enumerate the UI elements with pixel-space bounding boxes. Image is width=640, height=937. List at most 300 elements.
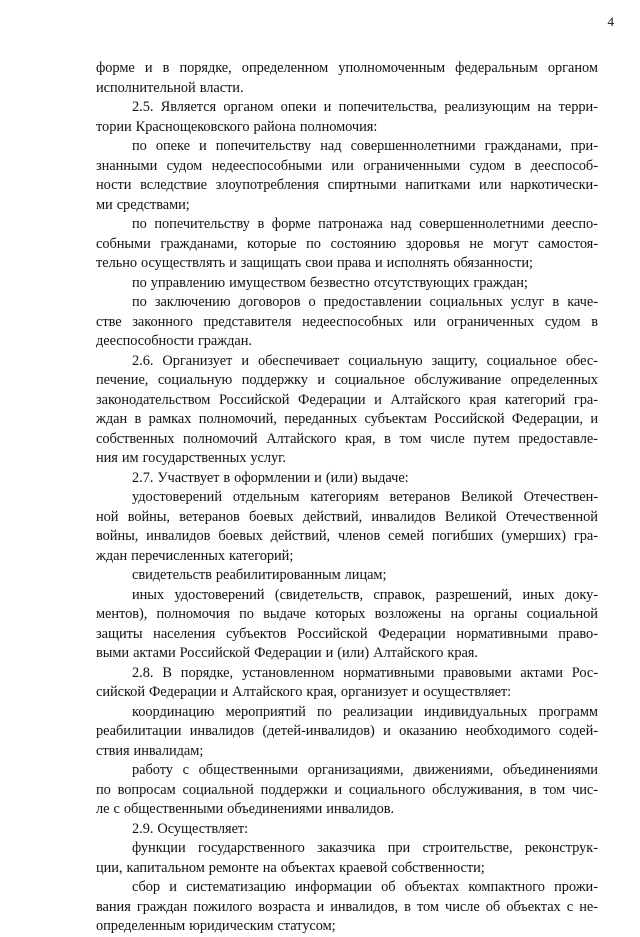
word: Федерации: [298, 391, 366, 408]
word: членов: [338, 528, 381, 544]
word: знанными: [96, 157, 158, 174]
word: категорий;: [228, 547, 294, 564]
word: могут: [492, 235, 529, 252]
word: субъектам: [364, 411, 427, 427]
word: реализации: [342, 703, 413, 720]
word: и: [316, 898, 325, 915]
word: государственного: [197, 840, 305, 856]
word: самостоя-: [538, 235, 598, 252]
word: числе: [445, 898, 480, 915]
text-line: [96, 800, 598, 820]
word: (или): [325, 469, 358, 486]
text-line: [96, 664, 598, 684]
word: социального: [348, 781, 426, 798]
word: вопросам: [117, 781, 176, 798]
word: ми: [96, 196, 113, 213]
word: не-: [579, 898, 598, 915]
word: (умерших): [501, 528, 566, 544]
word: защиты: [96, 625, 143, 642]
word: (или): [337, 645, 370, 661]
word: 2.6.: [132, 352, 154, 369]
word: полномочия:: [299, 118, 378, 135]
word: объектах: [404, 879, 460, 895]
text-line: [96, 254, 598, 274]
word: оказанию: [399, 723, 458, 739]
word: Алтайского: [373, 645, 444, 661]
word: которые: [247, 235, 297, 252]
word: социальную: [157, 372, 233, 388]
word: актами: [520, 664, 563, 681]
word: в: [384, 430, 391, 447]
text-line: [96, 488, 598, 508]
text-line: [96, 586, 598, 606]
word: с: [113, 801, 120, 817]
word: право-: [558, 625, 598, 642]
text-line: [96, 274, 598, 294]
word: Великой: [461, 489, 513, 505]
word: и: [169, 879, 177, 895]
word: удостоверений: [174, 586, 265, 603]
word: и: [334, 781, 343, 798]
word: недееспособными: [211, 157, 322, 174]
word: вания: [96, 898, 131, 915]
text-line: [96, 898, 598, 918]
word: организует: [340, 684, 408, 700]
word: Российской: [218, 391, 290, 408]
word: края.: [447, 645, 478, 661]
word: над: [320, 138, 342, 154]
word: предоставлении: [323, 294, 422, 310]
word: Российской: [434, 411, 505, 427]
word: полномочий,: [198, 411, 277, 427]
word: ждан: [96, 411, 128, 427]
word: разрешений,: [435, 586, 513, 603]
word: опеке: [155, 138, 190, 154]
word: социальное: [486, 352, 557, 369]
word: прожи-: [554, 879, 598, 895]
word: тельно: [96, 255, 138, 271]
word: инвалидов: [189, 723, 255, 739]
word: терри-: [558, 99, 598, 115]
word: Алтайского: [232, 684, 303, 700]
text-line: [96, 332, 598, 352]
word: удостоверений: [132, 489, 222, 505]
word: объектах: [280, 859, 336, 876]
word: поддержку: [241, 372, 308, 388]
word: обес-: [565, 352, 598, 369]
text-line: [96, 703, 598, 723]
word: населения: [153, 625, 216, 642]
word: капитальном: [126, 859, 205, 876]
word: попечительству: [215, 138, 312, 154]
word: граждан;: [473, 274, 528, 291]
text-line: [96, 508, 598, 528]
word: при: [387, 840, 411, 856]
word: Федерации: [254, 645, 322, 661]
word: органом: [223, 99, 274, 115]
word: спиртными: [327, 177, 397, 193]
text-line: [96, 391, 598, 411]
word: реконструк-: [524, 840, 598, 856]
word: форме: [271, 216, 311, 232]
word: гра-: [573, 528, 598, 544]
word: на: [537, 99, 552, 115]
word: Российской: [297, 625, 368, 642]
word: по: [317, 703, 332, 720]
word: Алтайского: [266, 430, 337, 447]
word: Российской: [179, 645, 251, 661]
word: гра-: [573, 391, 598, 408]
text-line: [96, 98, 598, 118]
word: законного: [132, 313, 193, 330]
word: Организует: [162, 352, 233, 369]
word: реабилитации: [96, 723, 182, 739]
word: социальной: [182, 781, 254, 798]
word: иных: [522, 586, 555, 603]
word: войны,: [96, 528, 139, 544]
page-number: 4: [607, 14, 614, 29]
word: над: [390, 216, 412, 232]
word: лицам;: [344, 567, 387, 583]
word: об: [485, 898, 501, 915]
text-line: [96, 625, 598, 645]
word: субъектов: [226, 625, 287, 642]
word: федеральным: [455, 60, 538, 76]
word: граждан.: [197, 333, 252, 349]
word: дееспособности: [96, 333, 194, 349]
word: статусом;: [277, 918, 336, 934]
word: систематизацию: [186, 879, 286, 895]
word: края,: [345, 430, 376, 447]
word: информации: [295, 879, 372, 895]
word: края: [469, 391, 497, 408]
word: справок,: [373, 586, 426, 603]
word: печение,: [96, 372, 149, 388]
word: Отечествен-: [523, 489, 598, 505]
word: действий,: [270, 528, 331, 544]
word: исполнительной: [96, 79, 196, 96]
word: в: [514, 157, 522, 174]
word: порядке,: [180, 664, 234, 681]
word: осуществляет:: [423, 684, 512, 700]
word: свои: [305, 255, 333, 271]
word: вследствие: [140, 177, 207, 193]
word: управлению: [150, 274, 226, 291]
word: органы: [473, 606, 518, 622]
text-line: [96, 137, 598, 157]
word: уполномоченным: [338, 60, 446, 76]
word: сбор: [132, 879, 161, 895]
word: полномочия: [156, 606, 230, 622]
word: организациями,: [307, 762, 404, 778]
text-line: [96, 469, 598, 489]
word: объединениями: [502, 762, 598, 778]
word: сийской: [96, 684, 145, 700]
word: семей: [388, 528, 424, 544]
word: выдаче: [263, 606, 307, 622]
word: заказчика: [317, 840, 376, 856]
text-line: [96, 59, 598, 79]
word: определенном: [241, 60, 329, 76]
text-line: [96, 527, 598, 547]
word: или: [413, 313, 437, 330]
word: защищать: [240, 255, 302, 271]
word: краевой: [339, 859, 388, 876]
text-line: [96, 781, 598, 801]
word: граждан: [136, 898, 188, 915]
word: на: [262, 859, 277, 876]
word: социальной: [526, 606, 598, 622]
text-line: [96, 293, 598, 313]
word: в: [162, 60, 170, 76]
word: ментов),: [96, 606, 148, 622]
word: объектах: [506, 898, 561, 915]
word: и: [590, 411, 598, 427]
word: в: [134, 411, 142, 427]
word: и: [317, 372, 326, 388]
word: актами: [133, 645, 176, 661]
text-line: [96, 839, 598, 859]
word: правовыми: [443, 664, 512, 681]
word: (детей-инвалидов): [262, 723, 375, 739]
word: поддержки: [260, 781, 328, 798]
text-line: [96, 313, 598, 333]
word: и: [314, 469, 322, 486]
word: определенных: [510, 372, 598, 388]
word: услуг.: [250, 450, 286, 466]
word: района: [253, 118, 296, 135]
word: реабилитированным: [215, 567, 341, 583]
word: и: [325, 645, 334, 661]
word: совершеннолетними: [350, 138, 476, 154]
text-line: [96, 235, 598, 255]
word: им: [121, 450, 139, 466]
word: об: [381, 879, 396, 895]
word: органом: [547, 60, 598, 76]
text-line: [96, 605, 598, 625]
word: форме: [96, 60, 135, 76]
text-line: [96, 430, 598, 450]
text-line: [96, 157, 598, 177]
word: и: [198, 138, 207, 154]
word: с: [566, 898, 574, 915]
word: путем: [473, 430, 510, 447]
word: попечительству: [154, 216, 250, 232]
text-line: [96, 176, 598, 196]
word: рамках: [148, 411, 192, 427]
word: отсутствующих: [373, 274, 470, 291]
word: возложены: [374, 606, 442, 622]
text-line: [96, 410, 598, 430]
word: свидетельств: [132, 567, 212, 583]
word: том: [399, 430, 422, 447]
text-line: [96, 449, 598, 469]
word: осуществлять: [141, 255, 226, 271]
word: объединениями: [227, 801, 323, 817]
word: патронажа: [318, 216, 383, 232]
word: и: [229, 255, 237, 271]
word: содей-: [558, 723, 598, 739]
word: здоровья: [405, 235, 460, 252]
word: Участвует: [157, 469, 220, 486]
text-line: [96, 722, 598, 742]
word: иных: [132, 586, 165, 603]
word: выдаче:: [361, 469, 409, 486]
word: и: [323, 99, 332, 115]
word: с: [182, 762, 189, 778]
word: обслуживание: [414, 372, 502, 388]
text-line: [96, 547, 598, 567]
word: судом: [166, 157, 203, 174]
word: в: [552, 294, 560, 310]
word: нормативными: [456, 625, 548, 642]
word: программ: [538, 703, 598, 720]
word: или: [479, 177, 502, 193]
word: 2.8.: [132, 664, 154, 681]
word: ждан: [96, 547, 128, 564]
word: боевых: [249, 508, 294, 525]
word: действий,: [302, 508, 363, 525]
word: ствия: [96, 742, 130, 759]
word: ции,: [96, 859, 123, 876]
word: определенным: [96, 918, 186, 934]
word: попечительства,: [338, 99, 438, 115]
word: инвалидов: [371, 508, 436, 525]
word: судом: [469, 157, 506, 174]
text-line: [96, 196, 598, 216]
text-line: [96, 878, 598, 898]
text-line: [96, 683, 598, 703]
word: погибших: [431, 528, 494, 544]
word: обязанности;: [453, 255, 533, 271]
word: имуществом: [229, 274, 306, 291]
word: ограниченных: [446, 313, 535, 330]
word: работу: [132, 762, 173, 778]
word: том: [543, 781, 566, 798]
text-line: [96, 79, 598, 99]
word: юридическим: [189, 918, 274, 934]
word: на: [450, 606, 465, 622]
word: социальное: [334, 372, 405, 388]
word: представителя: [203, 313, 292, 330]
text-line: [96, 566, 598, 586]
word: Краснощековского: [135, 118, 250, 135]
word: и: [374, 391, 382, 408]
text-line: [96, 352, 598, 372]
word: боевых: [218, 528, 263, 544]
word: предоставле-: [518, 430, 598, 447]
word: категориям: [310, 489, 379, 505]
word: числе: [430, 430, 465, 447]
word: в: [404, 898, 411, 915]
word: ветеранов: [179, 508, 240, 525]
word: безвестно: [309, 274, 370, 291]
word: индивидуальных: [424, 703, 528, 720]
word: при-: [570, 138, 598, 154]
word: и: [144, 60, 153, 76]
word: инвалидов,: [330, 898, 399, 915]
word: нормативными: [343, 664, 435, 681]
word: Федерации: [378, 625, 446, 642]
word: необходимого: [465, 723, 551, 739]
word: и: [220, 684, 229, 700]
word: компактного: [468, 879, 545, 895]
word: защиту,: [431, 352, 478, 369]
word: тории: [96, 118, 132, 135]
word: Федерации: [148, 684, 217, 700]
word: судом: [544, 313, 581, 330]
word: полномочий: [183, 430, 258, 447]
word: напитками: [405, 177, 471, 193]
word: по: [96, 781, 111, 798]
word: 2.5.: [132, 99, 154, 115]
word: средствами;: [116, 196, 190, 213]
word: В: [162, 664, 172, 681]
word: совершеннолетними: [419, 216, 545, 232]
word: государственных: [142, 450, 247, 466]
word: Отечественной: [505, 508, 598, 525]
text-line: [96, 917, 598, 937]
word: пожилого: [193, 898, 253, 915]
word: общественными: [123, 801, 224, 817]
word: гражданами,: [484, 138, 562, 154]
word: перечисленных: [131, 547, 225, 564]
word: том: [416, 898, 439, 915]
word: Является: [160, 99, 217, 115]
word: дееспо-: [551, 216, 598, 232]
word: социальную: [348, 352, 423, 369]
word: опеки: [280, 99, 317, 115]
word: ветеранов: [389, 489, 451, 505]
word: по: [306, 235, 321, 252]
word: в: [257, 216, 265, 232]
word: в: [529, 781, 537, 798]
text-line: [96, 371, 598, 391]
word: гражданами,: [160, 235, 238, 252]
word: и: [375, 255, 383, 271]
word: инвалидам;: [133, 742, 204, 759]
text-line: [96, 761, 598, 781]
word: порядке,: [179, 60, 232, 76]
word: обслуживания,: [432, 781, 523, 798]
word: 2.7.: [132, 469, 154, 486]
word: Алтайского: [390, 391, 461, 408]
word: функции: [132, 840, 186, 856]
text-line: [96, 820, 598, 840]
word: социальных: [429, 294, 503, 310]
word: реализующим: [444, 99, 531, 115]
word: Великой: [444, 508, 497, 525]
word: дееспособ-: [530, 157, 598, 174]
word: или: [331, 157, 354, 174]
word: состоянию: [330, 235, 397, 252]
word: по: [132, 216, 147, 232]
word: собственных: [96, 430, 175, 447]
word: ремонте: [208, 859, 259, 876]
word: чис-: [572, 781, 598, 798]
word: ле: [96, 801, 110, 817]
word: злоупотребления: [215, 177, 319, 193]
word: выми: [96, 645, 130, 661]
text-line: [96, 118, 598, 138]
word: собными: [96, 235, 151, 252]
word: установленном: [241, 664, 335, 681]
word: и: [241, 352, 249, 369]
word: договоров: [238, 294, 301, 310]
word: Рос-: [571, 664, 598, 681]
word: строительстве,: [422, 840, 513, 856]
word: в: [223, 469, 231, 486]
